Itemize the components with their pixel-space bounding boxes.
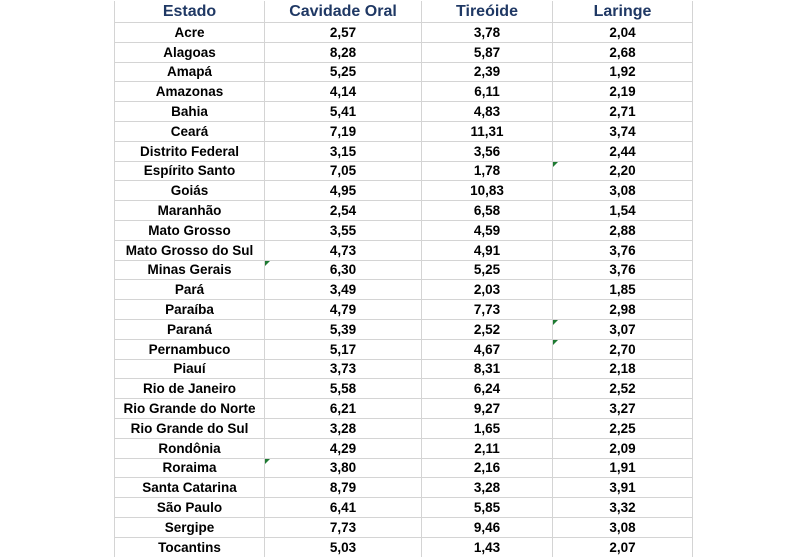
table-row — [115, 121, 693, 141]
table-row — [115, 201, 693, 221]
cell-estado: Sergipe — [115, 517, 265, 537]
cell-comment-indicator — [265, 459, 270, 464]
cell-cavidade-oral: 5,58 — [265, 379, 422, 399]
table-row — [115, 399, 693, 419]
header-estado: Estado — [115, 1, 265, 23]
cell-cavidade-oral: 6,21 — [265, 399, 422, 419]
cell-laringe: 3,76 — [553, 240, 693, 260]
cell-cavidade-oral: 3,49 — [265, 280, 422, 300]
cell-cavidade-oral: 6,30 — [265, 260, 422, 280]
cell-estado: Paraná — [115, 319, 265, 339]
table-row — [115, 339, 693, 359]
table-row — [115, 438, 693, 458]
cell-cavidade-oral: 4,95 — [265, 181, 422, 201]
cell-cavidade-oral: 3,73 — [265, 359, 422, 379]
cell-tireoide: 1,65 — [422, 418, 553, 438]
cell-cavidade-oral: 5,41 — [265, 102, 422, 122]
header-cavidade-oral: Cavidade Oral — [265, 1, 422, 23]
cell-laringe: 2,68 — [553, 42, 693, 62]
cell-laringe: 2,07 — [553, 537, 693, 556]
cell-tireoide: 4,83 — [422, 102, 553, 122]
cell-cavidade-oral: 2,57 — [265, 23, 422, 43]
table-row — [115, 102, 693, 122]
cell-tireoide: 2,39 — [422, 62, 553, 82]
cell-tireoide: 6,11 — [422, 82, 553, 102]
cell-tireoide: 8,31 — [422, 359, 553, 379]
cell-estado: Pernambuco — [115, 339, 265, 359]
cell-estado: Ceará — [115, 121, 265, 141]
cell-tireoide: 3,28 — [422, 478, 553, 498]
header-row — [115, 1, 693, 23]
cell-cavidade-oral: 5,17 — [265, 339, 422, 359]
table-row — [115, 181, 693, 201]
table-row — [115, 498, 693, 518]
table-row — [115, 141, 693, 161]
cell-laringe: 1,92 — [553, 62, 693, 82]
table-row — [115, 62, 693, 82]
cell-estado: Amazonas — [115, 82, 265, 102]
cell-estado: Paraíba — [115, 300, 265, 320]
table-row — [115, 537, 693, 556]
cell-cavidade-oral: 5,25 — [265, 62, 422, 82]
cell-laringe: 2,09 — [553, 438, 693, 458]
cell-comment-indicator — [553, 340, 558, 345]
cell-cavidade-oral: 7,73 — [265, 517, 422, 537]
cell-laringe: 3,32 — [553, 498, 693, 518]
cell-cavidade-oral: 4,29 — [265, 438, 422, 458]
cell-comment-indicator — [553, 320, 558, 325]
cell-laringe: 2,88 — [553, 220, 693, 240]
cell-laringe: 2,19 — [553, 82, 693, 102]
table-row — [115, 161, 693, 181]
cell-laringe: 1,54 — [553, 201, 693, 221]
table-row — [115, 379, 693, 399]
table-row — [115, 300, 693, 320]
cell-tireoide: 5,25 — [422, 260, 553, 280]
cell-cavidade-oral: 7,05 — [265, 161, 422, 181]
cell-cavidade-oral: 3,15 — [265, 141, 422, 161]
table-row — [115, 260, 693, 280]
cell-laringe: 2,70 — [553, 339, 693, 359]
cell-laringe: 3,08 — [553, 181, 693, 201]
cell-estado: Piauí — [115, 359, 265, 379]
cell-tireoide: 6,58 — [422, 201, 553, 221]
cell-laringe: 3,08 — [553, 517, 693, 537]
cell-estado: Rio Grande do Norte — [115, 399, 265, 419]
cell-estado: Pará — [115, 280, 265, 300]
cell-laringe: 2,04 — [553, 23, 693, 43]
cell-laringe: 2,52 — [553, 379, 693, 399]
cell-tireoide: 9,46 — [422, 517, 553, 537]
cell-laringe: 2,71 — [553, 102, 693, 122]
cell-comment-indicator — [265, 261, 270, 266]
cell-estado: Rio de Janeiro — [115, 379, 265, 399]
cell-comment-indicator — [553, 162, 558, 167]
cell-cavidade-oral: 3,28 — [265, 418, 422, 438]
table-row — [115, 220, 693, 240]
table-row — [115, 240, 693, 260]
cell-estado: Rondônia — [115, 438, 265, 458]
cell-tireoide: 2,11 — [422, 438, 553, 458]
cell-tireoide: 2,03 — [422, 280, 553, 300]
cell-estado: Santa Catarina — [115, 478, 265, 498]
cell-cavidade-oral: 5,39 — [265, 319, 422, 339]
cell-laringe: 2,25 — [553, 418, 693, 438]
cell-estado: Mato Grosso — [115, 220, 265, 240]
cell-estado: Rio Grande do Sul — [115, 418, 265, 438]
cell-cavidade-oral: 8,79 — [265, 478, 422, 498]
cell-cavidade-oral: 3,55 — [265, 220, 422, 240]
cell-cavidade-oral: 7,19 — [265, 121, 422, 141]
table-row — [115, 418, 693, 438]
cell-laringe: 2,18 — [553, 359, 693, 379]
cell-cavidade-oral: 8,28 — [265, 42, 422, 62]
cell-estado: Amapá — [115, 62, 265, 82]
cell-laringe: 2,20 — [553, 161, 693, 181]
cell-estado: Maranhão — [115, 201, 265, 221]
cell-estado: Goiás — [115, 181, 265, 201]
cell-cavidade-oral: 4,79 — [265, 300, 422, 320]
cell-laringe: 2,98 — [553, 300, 693, 320]
cell-estado: Minas Gerais — [115, 260, 265, 280]
table-row — [115, 42, 693, 62]
table-row — [115, 319, 693, 339]
cell-tireoide: 3,56 — [422, 141, 553, 161]
cell-laringe: 3,76 — [553, 260, 693, 280]
cell-cavidade-oral: 4,14 — [265, 82, 422, 102]
cell-laringe: 3,27 — [553, 399, 693, 419]
cell-cavidade-oral: 5,03 — [265, 537, 422, 556]
cell-estado: Espírito Santo — [115, 161, 265, 181]
cell-estado: Tocantins — [115, 537, 265, 556]
cell-estado: Acre — [115, 23, 265, 43]
table-row — [115, 359, 693, 379]
cell-tireoide: 1,43 — [422, 537, 553, 556]
cell-laringe: 1,85 — [553, 280, 693, 300]
cell-tireoide: 4,91 — [422, 240, 553, 260]
cell-tireoide: 5,87 — [422, 42, 553, 62]
cell-cavidade-oral: 6,41 — [265, 498, 422, 518]
cell-tireoide: 7,73 — [422, 300, 553, 320]
cell-tireoide: 5,85 — [422, 498, 553, 518]
cell-estado: Roraima — [115, 458, 265, 478]
cell-tireoide: 4,59 — [422, 220, 553, 240]
cell-tireoide: 11,31 — [422, 121, 553, 141]
cell-tireoide: 10,83 — [422, 181, 553, 201]
table-row — [115, 478, 693, 498]
incidence-table — [114, 1, 693, 557]
table-row — [115, 458, 693, 478]
cell-cavidade-oral: 3,80 — [265, 458, 422, 478]
cell-cavidade-oral: 2,54 — [265, 201, 422, 221]
cell-estado: Alagoas — [115, 42, 265, 62]
cell-tireoide: 1,78 — [422, 161, 553, 181]
table-body — [115, 23, 693, 557]
header-tireoide: Tireóide — [422, 1, 553, 23]
cell-tireoide: 2,52 — [422, 319, 553, 339]
cell-laringe: 1,91 — [553, 458, 693, 478]
cell-estado: São Paulo — [115, 498, 265, 518]
cell-estado: Bahia — [115, 102, 265, 122]
cell-estado: Mato Grosso do Sul — [115, 240, 265, 260]
cell-estado: Distrito Federal — [115, 141, 265, 161]
table-row — [115, 82, 693, 102]
table-row — [115, 280, 693, 300]
table-row — [115, 517, 693, 537]
cell-tireoide: 3,78 — [422, 23, 553, 43]
data-table-container — [114, 1, 693, 557]
cell-tireoide: 4,67 — [422, 339, 553, 359]
cell-tireoide: 2,16 — [422, 458, 553, 478]
header-laringe: Laringe — [553, 1, 693, 23]
table-row — [115, 23, 693, 43]
cell-laringe: 3,07 — [553, 319, 693, 339]
cell-tireoide: 9,27 — [422, 399, 553, 419]
cell-laringe: 2,44 — [553, 141, 693, 161]
cell-tireoide: 6,24 — [422, 379, 553, 399]
cell-laringe: 3,91 — [553, 478, 693, 498]
cell-cavidade-oral: 4,73 — [265, 240, 422, 260]
cell-laringe: 3,74 — [553, 121, 693, 141]
